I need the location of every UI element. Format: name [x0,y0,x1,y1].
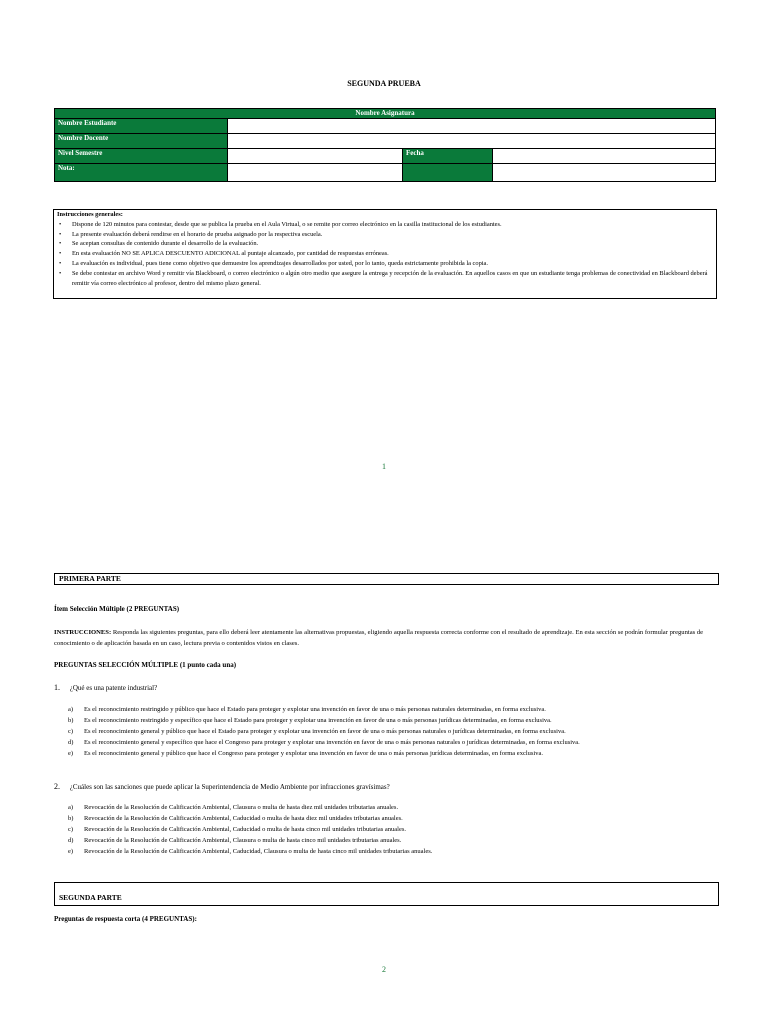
instruction-text: La presente evaluación deberá rendirse en el horario de prueba asignado por la respectiva escuela. [72,230,323,238]
option-letter: c) [68,728,74,735]
option-item[interactable] [68,715,580,726]
part1-questions-title: PREGUNTAS SELECCIÓN MÚLTIPLE (1 punto cada una) [54,661,237,669]
instructions-list [57,220,713,289]
question-2-options [68,802,432,857]
option-text: Revocación de la Resolución de Calificación Ambiental, Caducidad, Clausura o multa de hasta cinco mil unidades tributarias anuales. [84,848,433,855]
option-item[interactable] [68,846,432,857]
page-title: SEGUNDA PRUEBA [347,79,421,88]
part2-heading: SEGUNDA PARTE [54,882,719,906]
bullet-icon: • [59,230,62,238]
instruction-text: Dispone de 120 minutos para contestar, desde que se publica la prueba en el Aula Virtual, o se remite por correo electrónico en la casilla institucional de los estudiantes. [72,220,502,228]
instruction-text: Se aceptan consultas de contenido durante el desarrollo de la evaluación. [72,240,259,248]
option-text: Revocación de la Resolución de Calificación Ambiental, Caducidad o multa de hasta diez mil unidades tributarias anuales. [84,815,403,822]
part1-instr-text: Responda las siguientes preguntas, para ello deberá leer atentamente las alternativas propuestas, eligiendo aquella respuesta correcta conforme con el resultado de aprendizaje. En esta sección se podrán formular preguntas de conocimiento o de aplicación basada en un caso, lectura previa o contenidos vistos en clases. [54,629,704,647]
option-letter: a) [68,706,74,713]
nota-extra-field[interactable] [493,164,716,182]
question-1 [54,683,716,694]
option-text: Es el reconocimiento general y específico que hace el Congreso para proteger y explotar una invención en favor de una o más personas naturales o jurídicas determinadas, en forma exclusiva. [84,739,580,746]
asignatura-label: Nombre Asignatura [55,109,716,119]
option-item[interactable] [68,802,432,813]
option-item[interactable] [68,824,432,835]
fecha-label: Fecha [403,149,493,164]
instruction-item [57,230,713,240]
docente-field[interactable] [228,134,716,149]
question-1-text: ¿Qué es una patente industrial? [69,684,158,692]
option-item[interactable] [68,726,580,737]
instruction-text: Se debe contestar en archivo Word y remitir vía Blackboard, o correo electrónico o algún otro medio que asegure la entrega y recepción de la evaluación. En aquellos casos en que un estudiante tenga problemas de conectividad en Blackboard deberá remitir vía correo electrónico al profesor, dentro del mismo plazo general. [72,269,708,287]
option-item[interactable] [68,835,432,846]
option-text: Revocación de la Resolución de Calificación Ambiental, Clausura o multa de hasta cinco mil unidades tributarias anuales. [84,837,402,844]
instructions-heading: Instrucciones generales: [57,211,123,218]
option-letter: e) [68,750,74,757]
nota-field[interactable] [228,164,403,182]
option-text: Es el reconocimiento restringido y específico que hace el Estado para proteger y explotar una invención en favor de una o más personas jurídicas determinadas, en forma exclusiva. [84,717,552,724]
bullet-icon: • [59,259,62,267]
option-letter: b) [68,717,74,724]
option-item[interactable] [68,704,580,715]
option-letter: d) [68,739,74,746]
instruction-item [57,239,713,249]
option-letter: b) [68,815,74,822]
nota-green-cell [403,164,493,182]
question-2-text: ¿Cuáles son las sanciones que puede aplicar la Superintendencia de Medio Ambiente por infracciones gravísimas? [69,783,390,791]
instruction-text: La evaluación es individual, pues tiene como objetivo que demuestre los aprendizajes desarrollados por usted, por lo tanto, queda estrictamente prohibida la copia. [72,259,488,267]
part2-subtitle: Preguntas de respuesta corta (4 PREGUNTAS): [54,915,197,923]
option-item[interactable] [68,748,580,759]
instruction-item [57,249,713,259]
nota-label: Nota: [55,164,228,182]
option-item[interactable] [68,813,432,824]
part1-instructions [54,628,716,649]
estudiante-field[interactable] [228,119,716,134]
bullet-icon: • [59,220,62,228]
nivel-field[interactable] [228,149,403,164]
option-letter: d) [68,837,74,844]
instruction-item [57,220,713,230]
instruction-item [57,259,713,269]
instructions-box [53,209,717,299]
bullet-icon: • [59,269,62,277]
instruction-item [57,269,713,289]
nivel-label: Nivel Semestre [55,149,228,164]
option-text: Revocación de la Resolución de Calificación Ambiental, Caducidad o multa de hasta cinco mil unidades tributarias anuales. [84,826,407,833]
option-letter: a) [68,804,74,811]
option-text: Es el reconocimiento restringido y público que hace el Estado para proteger y explotar una invención en favor de una o más personas naturales determinadas, en forma exclusiva. [84,706,546,713]
part1-heading: PRIMERA PARTE [54,573,719,585]
option-item[interactable] [68,737,580,748]
bullet-icon: • [59,240,62,248]
question-2-number: 2. [54,782,60,791]
info-table [54,108,716,182]
estudiante-label: Nombre Estudiante [55,119,228,134]
part1-item-title: Ítem Selección Múltiple (2 PREGUNTAS) [54,605,180,613]
bullet-icon: • [59,250,62,258]
question-1-options [68,704,580,759]
part1-instr-label: INSTRUCCIONES: [54,629,112,636]
instruction-text: En esta evaluación NO SE APLICA DESCUENTO ADICIONAL al puntaje alcanzado, por cantidad de respuestas erróneas. [72,250,389,258]
page-number-2: 2 [382,965,386,974]
option-letter: e) [68,848,74,855]
question-2 [54,782,716,793]
question-1-number: 1. [54,683,60,692]
option-text: Es el reconocimiento general y público que hace el Congreso para proteger y explotar una invención en favor de una o más personas jurídicas determinadas, en forma exclusiva. [84,750,543,757]
option-text: Revocación de la Resolución de Calificación Ambiental, Clausura o multa de hasta diez mil unidades tributarias anuales. [84,804,399,811]
page-number-1: 1 [382,462,386,471]
option-letter: c) [68,826,74,833]
fecha-field[interactable] [493,149,716,164]
docente-label: Nombre Docente [55,134,228,149]
option-text: Es el reconocimiento general y público que hace el Estado para proteger y explotar una invención en favor de una o más personas naturales o jurídicas determinadas, en forma exclusiva. [84,728,566,735]
